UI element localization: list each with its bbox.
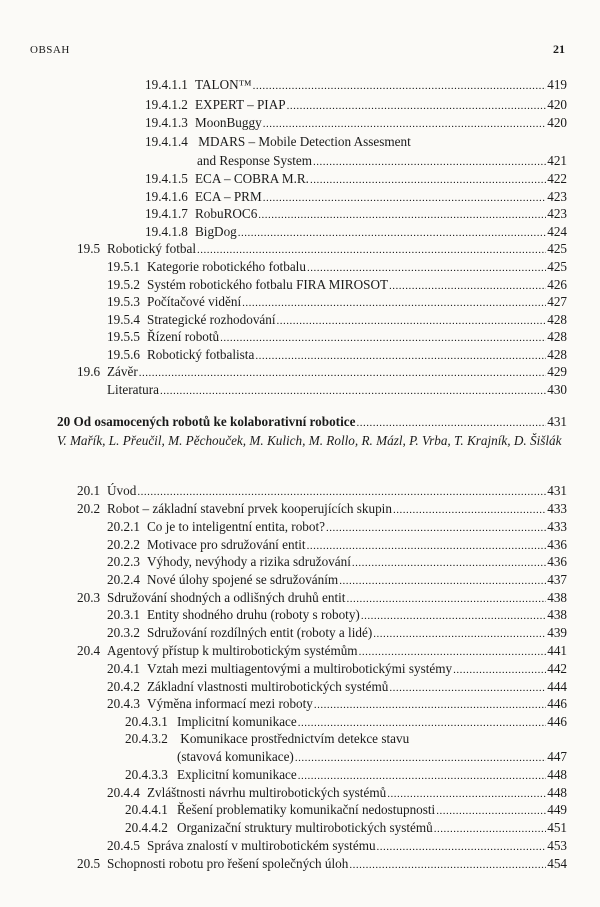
toc-entry-number: 20.2.4	[107, 572, 140, 587]
leader-dots	[339, 576, 546, 586]
toc-entry-number: 19.6	[77, 364, 101, 379]
toc-entry-title: Entity shodného druhu (roboty s roboty)	[147, 607, 360, 622]
leader-dots	[434, 824, 546, 834]
toc-entry[interactable]	[125, 766, 567, 783]
leader-dots	[310, 175, 546, 185]
toc-entry-title: Sdružování rozdílných entit (roboty a lidé)	[147, 625, 373, 640]
toc-entry-title: Úvod	[107, 483, 137, 498]
toc-entry-number: 20.1	[77, 483, 101, 498]
toc-entry[interactable]	[125, 801, 567, 818]
toc-entry-number: 20.4.3.2	[125, 731, 168, 746]
toc-entry-title: and Response System	[197, 153, 313, 168]
toc-entry[interactable]	[107, 293, 567, 310]
leader-dots	[287, 101, 547, 111]
toc-entry[interactable]	[107, 276, 567, 293]
leader-dots	[356, 418, 546, 428]
toc-entry[interactable]	[77, 482, 567, 499]
toc-entry[interactable]	[107, 346, 567, 363]
toc-entry[interactable]	[145, 170, 567, 187]
running-header-section: OBSAH	[30, 44, 70, 56]
toc-entry-number: 19.5.1	[107, 259, 140, 274]
toc-entry-title: Organizační struktury multirobotických systémů	[177, 820, 433, 835]
toc-entry-page: 446	[547, 714, 567, 729]
toc-entry-title: Nové úlohy spojené se sdružováním	[147, 572, 339, 587]
toc-entry-page: 436	[547, 554, 567, 569]
toc-entry[interactable]	[107, 678, 567, 695]
toc-entry-page: 433	[547, 501, 567, 516]
leader-dots	[258, 210, 546, 220]
leader-dots	[160, 386, 546, 396]
toc-entry-number: 20.4.3.3	[125, 767, 168, 782]
toc-entry-title: Schopnosti robotu pro řešení společných úloh	[107, 856, 349, 871]
toc-entry-number: 20.2.3	[107, 554, 140, 569]
toc-entry-number: 19.5	[77, 241, 101, 256]
leader-dots	[220, 333, 546, 343]
toc-entry-page: 446	[547, 696, 567, 711]
leader-dots	[349, 860, 546, 870]
toc-entry-number: 20.4.4	[107, 785, 140, 800]
toc-entry-title: Kategorie robotického fotbalu	[147, 259, 306, 274]
leader-dots	[387, 789, 546, 799]
leader-dots	[361, 611, 546, 621]
toc-entry-page: 425	[547, 241, 567, 256]
toc-entry[interactable]	[125, 731, 409, 748]
leader-dots	[313, 157, 546, 167]
toc-entry-title: Motivace pro sdružování entit	[147, 537, 306, 552]
toc-entry-number: 20.4	[77, 643, 101, 658]
toc-entry-page: 422	[547, 171, 567, 186]
toc-entry-title: MDARS – Mobile Detection Assesment	[198, 134, 411, 149]
toc-entry-page: 428	[547, 347, 567, 362]
leader-dots	[139, 368, 546, 378]
toc-entry-number: 19.4.1.1	[145, 77, 188, 92]
toc-entry-page: 454	[547, 856, 567, 871]
toc-entry-page: 421	[547, 153, 567, 168]
toc-entry-title: Výhody, nevýhody a rizika sdružování	[147, 554, 351, 569]
toc-entry-number: 19.5.2	[107, 277, 140, 292]
toc-entry-title: Řízení robotů	[147, 329, 220, 344]
toc-entry-number: 20.5	[77, 856, 101, 871]
toc-entry-page: 427	[547, 294, 567, 309]
toc-entry[interactable]	[107, 606, 567, 623]
toc-entry-number: 20.3.1	[107, 607, 140, 622]
leader-dots	[389, 683, 546, 693]
toc-entry-number: 19.4.1.2	[145, 97, 188, 112]
toc-entry-title: Závěr	[107, 364, 138, 379]
toc-entry-number: 19.5.6	[107, 347, 140, 362]
toc-entry-page: 420	[547, 97, 567, 112]
toc-entry[interactable]	[107, 553, 567, 570]
toc-entry-title: Explicitní komunikace	[177, 767, 297, 782]
leader-dots	[263, 193, 547, 203]
toc-entry-number: 20.4.3.1	[125, 714, 168, 729]
toc-entry-number: 19.5.3	[107, 294, 140, 309]
toc-entry-continuation[interactable]	[177, 748, 567, 765]
running-header-page-number: 21	[553, 42, 565, 56]
toc-entry-page: 428	[547, 329, 567, 344]
toc-entry-title: Systém robotického fotbalu FIRA MIROSOT	[147, 277, 389, 292]
toc-entry[interactable]	[77, 589, 567, 606]
toc-entry-page: 442	[547, 661, 567, 676]
leader-dots	[298, 718, 546, 728]
toc-entry[interactable]	[77, 500, 567, 517]
leader-dots	[389, 281, 546, 291]
toc-entry-title: Řešení problematiky komunikační nedostupnosti	[177, 802, 436, 817]
chapter-authors: V. Mařík, L. Přeučil, M. Pěchouček, M. Kulich, M. Rollo, R. Mázl, P. Vrba, T. Krajník, D. Šišlák	[57, 433, 562, 448]
toc-entry[interactable]	[145, 188, 567, 205]
toc-entry-page: 437	[547, 572, 567, 587]
leader-dots	[197, 245, 546, 255]
toc-entry[interactable]	[77, 240, 567, 257]
toc-entry-title: (stavová komunikace)	[177, 749, 294, 764]
leader-dots	[295, 753, 546, 763]
toc-entry-title: BigDog	[195, 224, 237, 239]
toc-entry-page: 449	[547, 802, 567, 817]
leader-dots	[453, 665, 546, 675]
toc-entry-number: 20.3	[77, 590, 101, 605]
toc-entry[interactable]	[145, 223, 567, 240]
leader-dots	[253, 81, 547, 91]
toc-entry-title: Zvláštnosti návrhu multirobotických systémů	[147, 785, 387, 800]
toc-entry-page: 429	[547, 364, 567, 379]
leader-dots	[314, 700, 546, 710]
toc-entry-page: 423	[547, 206, 567, 221]
leader-dots	[307, 541, 547, 551]
toc-entry-page: 451	[547, 820, 567, 835]
toc-entry[interactable]	[77, 855, 567, 872]
toc-entry-title: Agentový přístup k multirobotickým systémům	[107, 643, 358, 658]
toc-entry-number: 20.4.4.2	[125, 820, 168, 835]
toc-entry-page: 424	[547, 224, 567, 239]
toc-entry-page: 426	[547, 277, 567, 292]
toc-entry[interactable]	[125, 713, 567, 730]
toc-entry-number: 20.4.2	[107, 679, 140, 694]
leader-dots	[373, 629, 546, 639]
toc-entry[interactable]	[107, 571, 567, 588]
toc-entry-title: TALON™	[195, 77, 252, 92]
toc-entry-number: 20.4.1	[107, 661, 140, 676]
toc-entry[interactable]	[107, 695, 567, 712]
toc-entry-page: 431	[547, 483, 567, 498]
toc-entry[interactable]	[107, 536, 567, 553]
toc-entry-title: Správa znalostí v multirobotickém systému	[147, 838, 376, 853]
toc-entry-number: 20.4.4.1	[125, 802, 168, 817]
toc-entry-continuation[interactable]	[197, 152, 567, 169]
toc-entry[interactable]	[107, 784, 567, 801]
toc-entry-page: 428	[547, 312, 567, 327]
toc-entry[interactable]	[145, 96, 567, 113]
toc-entry-page: 444	[547, 679, 567, 694]
toc-entry-title: EXPERT – PIAP	[195, 97, 286, 112]
leader-dots	[346, 594, 546, 604]
toc-entry-number: 20.3.2	[107, 625, 140, 640]
leader-dots	[436, 806, 546, 816]
toc-entry-title: Robotický fotbalista	[147, 347, 255, 362]
toc-entry-title: Robot – základní stavební prvek kooperujících skupin	[107, 501, 392, 516]
toc-entry[interactable]	[107, 624, 567, 641]
toc-entry-title: Výměna informací mezi roboty	[147, 696, 313, 711]
leader-dots	[298, 771, 546, 781]
toc-entry-page: 436	[547, 537, 567, 552]
leader-dots	[137, 487, 546, 497]
toc-entry[interactable]	[107, 328, 567, 345]
toc-entry-title: Komunikace prostřednictvím detekce stavu	[180, 731, 410, 746]
toc-entry-title: Základní vlastnosti multirobotických systémů	[147, 679, 389, 694]
toc-entry-number: 20.4.5	[107, 838, 140, 853]
toc-entry-page: 448	[547, 785, 567, 800]
toc-entry-page: 433	[547, 519, 567, 534]
toc-entry-number: 20.4.3	[107, 696, 140, 711]
chapter-heading[interactable]	[57, 413, 567, 430]
toc-entry-number: 19.4.1.7	[145, 206, 188, 221]
toc-entry[interactable]	[77, 363, 567, 380]
leader-dots	[307, 263, 546, 273]
toc-entry[interactable]	[107, 258, 567, 275]
toc-entry-title: Literatura	[107, 382, 159, 397]
toc-entry-title: Robotický fotbal	[107, 241, 197, 256]
toc-entry-number: 19.4.1.8	[145, 224, 188, 239]
toc-entry-title: Vztah mezi multiagentovými a multirobotickými systémy	[147, 661, 453, 676]
toc-entry-title: Sdružování shodných a odlišných druhů entit	[107, 590, 346, 605]
toc-entry-title: RobuROC6	[195, 206, 258, 221]
toc-entry-title: ECA – COBRA M.R.	[195, 171, 309, 186]
toc-entry-number: 19.4.1.3	[145, 115, 188, 130]
toc-entry[interactable]	[145, 76, 567, 93]
toc-entry[interactable]	[107, 660, 567, 677]
toc-entry-page: 438	[547, 590, 567, 605]
toc-entry-title: Počítačové vidění	[147, 294, 242, 309]
leader-dots	[377, 842, 547, 852]
toc-entry-page: 441	[547, 643, 567, 658]
toc-entry[interactable]	[145, 134, 411, 151]
toc-entry-page: 425	[547, 259, 567, 274]
chapter-title: 20 Od osamocených robotů ke kolaborativní robotice	[57, 414, 356, 429]
toc-entry-number: 19.4.1.6	[145, 189, 188, 204]
leader-dots	[352, 558, 546, 568]
toc-entry[interactable]	[145, 114, 567, 131]
toc-entry-number: 19.4.1.5	[145, 171, 188, 186]
toc-entry-number: 19.4.1.4	[145, 134, 188, 149]
toc-entry-page: 447	[547, 749, 567, 764]
toc-entry[interactable]	[77, 642, 567, 659]
leader-dots	[393, 505, 546, 515]
toc-entry-page: 419	[547, 77, 567, 92]
toc-entry-number: 20.2	[77, 501, 101, 516]
toc-entry-number: 20.2.2	[107, 537, 140, 552]
toc-entry-page: 448	[547, 767, 567, 782]
toc-entry-number: 19.5.4	[107, 312, 140, 327]
toc-entry[interactable]	[107, 381, 567, 398]
toc-entry[interactable]	[107, 311, 567, 328]
toc-entry-page: 430	[547, 382, 567, 397]
leader-dots	[263, 119, 547, 129]
toc-entry-page: 420	[547, 115, 567, 130]
leader-dots	[242, 298, 546, 308]
toc-entry-page: 439	[547, 625, 567, 640]
toc-entry-number: 20.2.1	[107, 519, 140, 534]
leader-dots	[255, 351, 546, 361]
toc-entry-title: Co je to inteligentní entita, robot?	[147, 519, 325, 534]
toc-entry[interactable]	[145, 205, 567, 222]
leader-dots	[277, 316, 547, 326]
toc-entry-title: MoonBuggy	[195, 115, 262, 130]
toc-entry[interactable]	[107, 518, 567, 535]
toc-entry-title: Implicitní komunikace	[177, 714, 297, 729]
toc-entry-title: Strategické rozhodování	[147, 312, 276, 327]
toc-entry-title: ECA – PRM	[195, 189, 262, 204]
chapter-page: 431	[547, 414, 567, 429]
toc-entry-page: 423	[547, 189, 567, 204]
leader-dots	[326, 523, 546, 533]
toc-entry[interactable]	[107, 837, 567, 854]
toc-entry-page: 438	[547, 607, 567, 622]
toc-entry[interactable]	[125, 819, 567, 836]
toc-entry-number: 19.5.5	[107, 329, 140, 344]
leader-dots	[359, 647, 547, 657]
leader-dots	[238, 228, 546, 238]
toc-entry-page: 453	[547, 838, 567, 853]
